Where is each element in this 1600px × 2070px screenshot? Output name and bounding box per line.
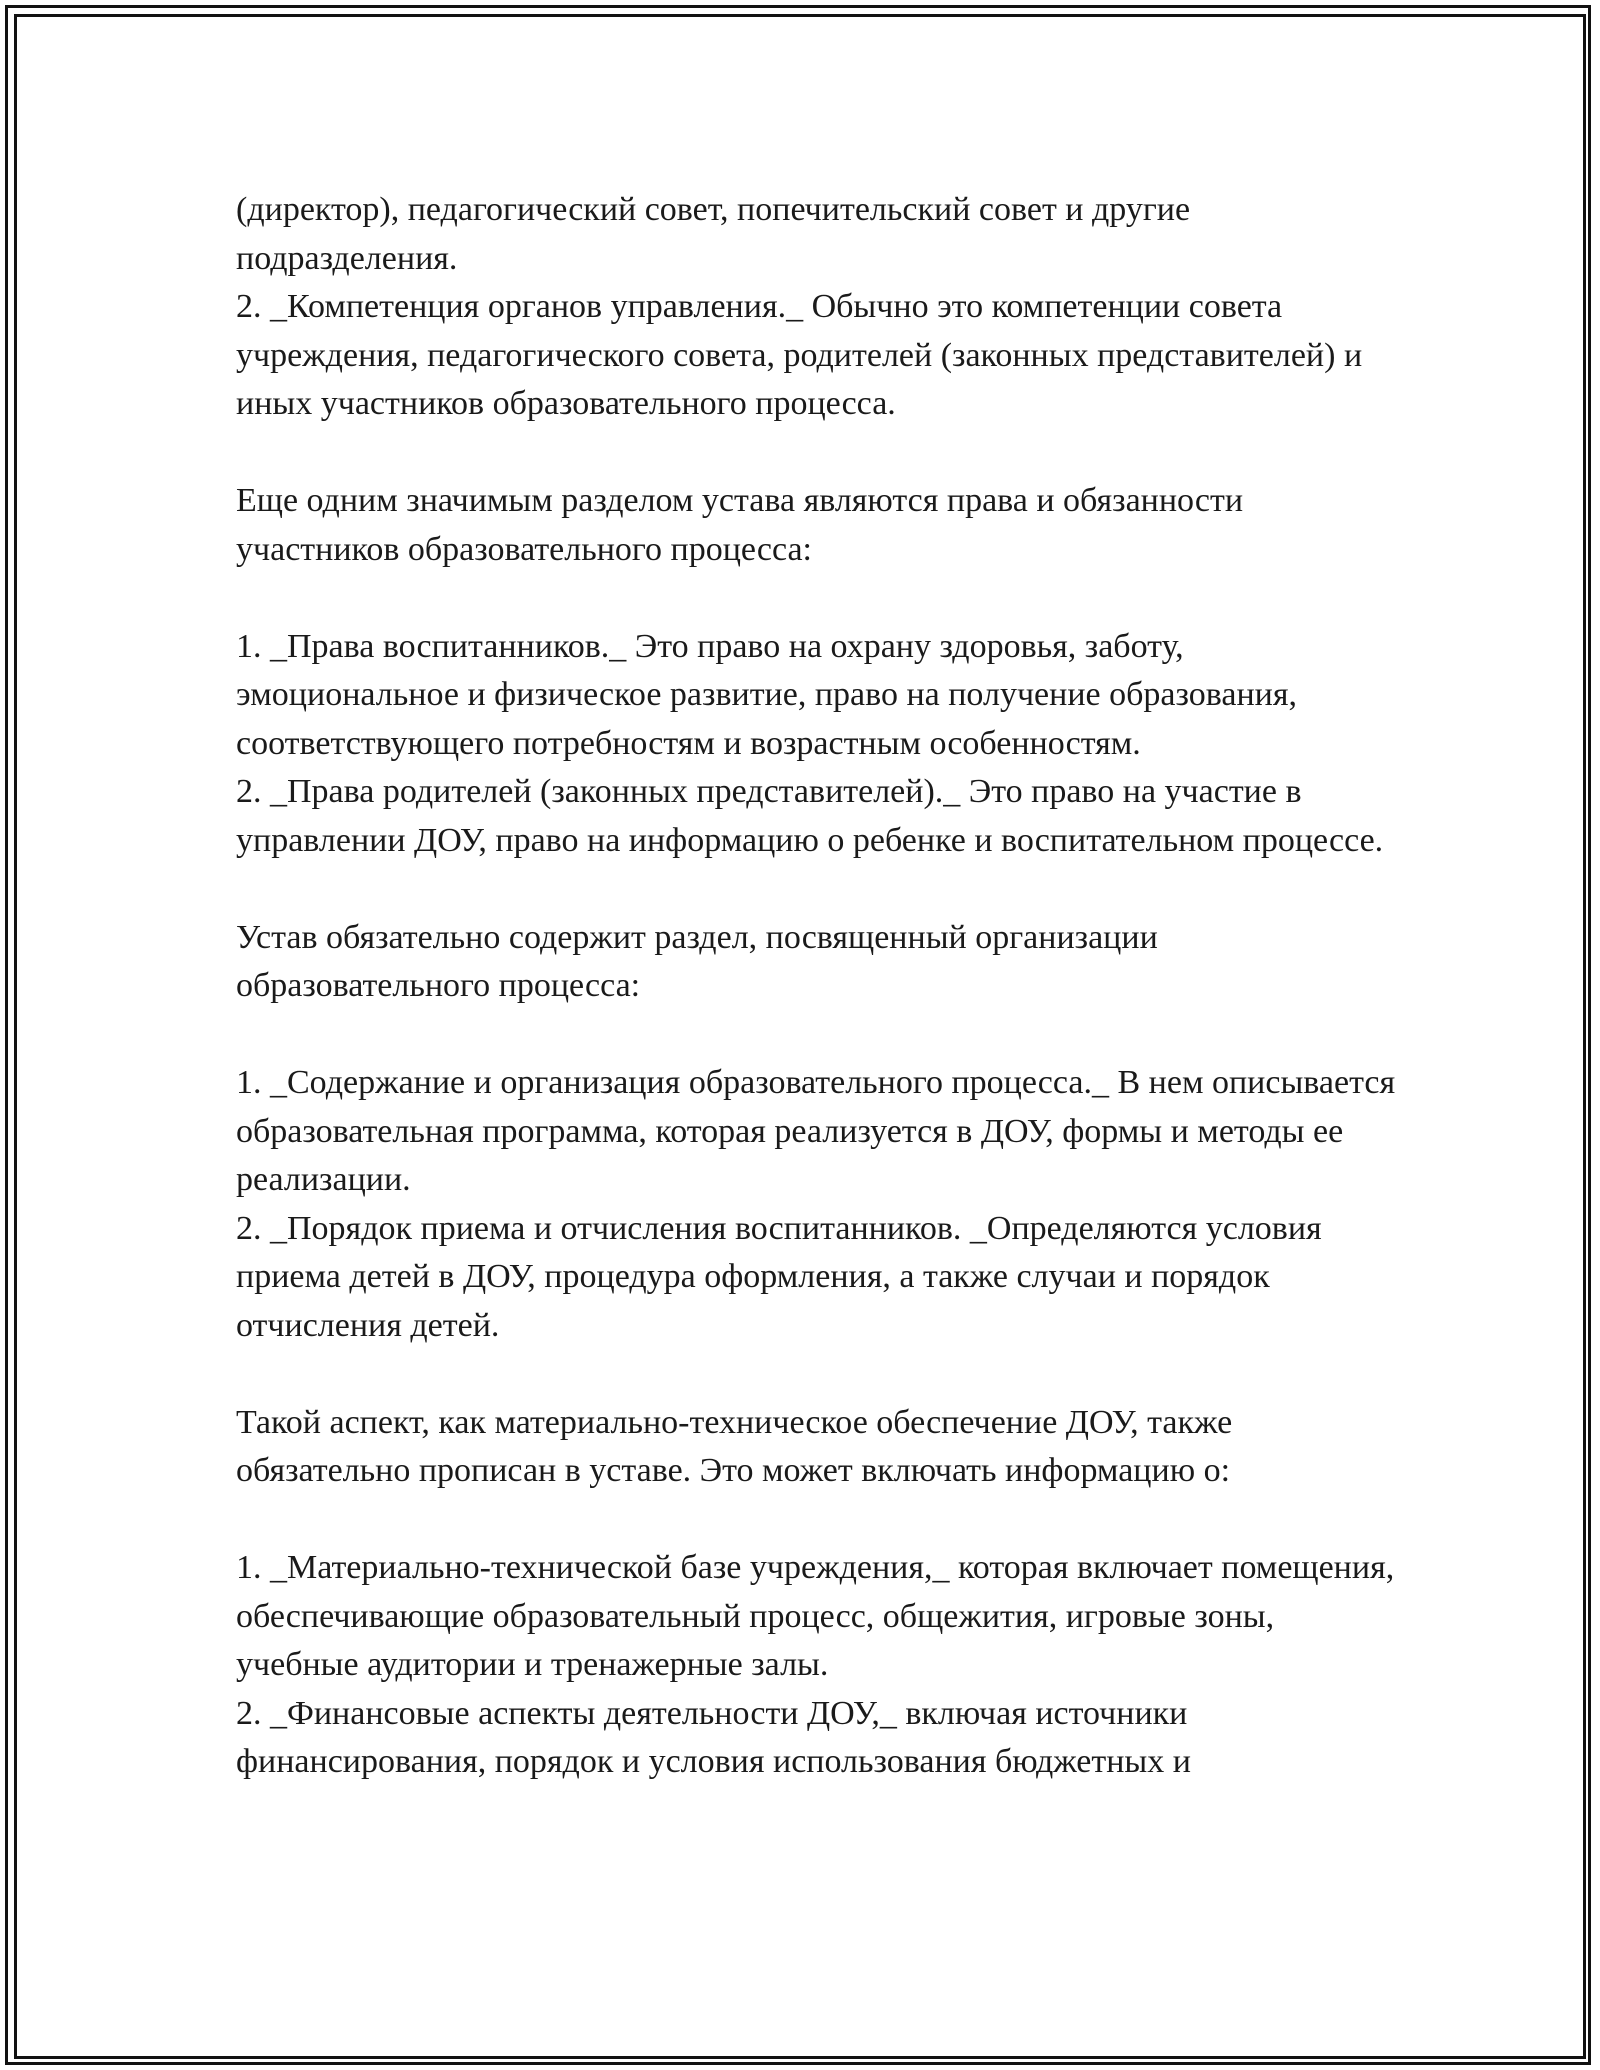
paragraph: Еще одним значимым разделом устава являются права и обязанности участников образовательного процесса: bbox=[236, 482, 1244, 568]
paragraph-gap bbox=[236, 574, 1396, 623]
list-item: 1. _Содержание и организация образовательного процесса._ В нем описывается образовательная программа, которая реализуется в ДОУ, формы и методы ее реализации. bbox=[236, 1064, 1396, 1198]
document-body bbox=[236, 186, 1396, 1787]
list-item: 2. _Порядок приема и отчисления воспитанников. _Определяются условия приема детей в ДОУ, процедура оформления, а также случаи и порядок отчисления детей. bbox=[236, 1209, 1322, 1344]
paragraph: Такой аспект, как материально-техническое обеспечение ДОУ, также обязательно прописан в уставе. Это может включать информацию о: bbox=[236, 1403, 1233, 1489]
paragraph: (директор), педагогический совет, попечительский совет и другие подразделения. bbox=[236, 191, 1191, 277]
list-item: 2. _Права родителей (законных представителей)._ Это право на участие в управлении ДОУ, право на информацию о ребенке и воспитательном процессе. bbox=[236, 773, 1384, 859]
paragraph: Устав обязательно содержит раздел, посвященный организации образовательного процесса: bbox=[236, 918, 1158, 1004]
list-item: 1. _Материально-технической базе учреждения,_ которая включает помещения, обеспечивающие образовательный процесс, общежития, игровые зоны, учебные аудитории и тренажерные залы. bbox=[236, 1549, 1395, 1683]
list-item: 1. _Права воспитанников._ Это право на охрану здоровья, заботу, эмоциональное и физическое развитие, право на получение образования, соответствующего потребностям и возрастным особенностям. bbox=[236, 627, 1297, 762]
list-item: 2. _Компетенция органов управления._ Обычно это компетенции совета учреждения, педагогического совета, родителей (законных представителей) и иных участников образовательного процесса. bbox=[236, 288, 1363, 422]
paragraph-gap bbox=[236, 865, 1396, 914]
paragraph-gap bbox=[236, 429, 1396, 478]
paragraph-gap bbox=[236, 1350, 1396, 1399]
paragraph-gap bbox=[236, 1011, 1396, 1060]
list-item: 2. _Финансовые аспекты деятельности ДОУ,_ включая источники финансирования, порядок и условия использования бюджетных и bbox=[236, 1694, 1191, 1780]
paragraph-gap bbox=[236, 1496, 1396, 1545]
